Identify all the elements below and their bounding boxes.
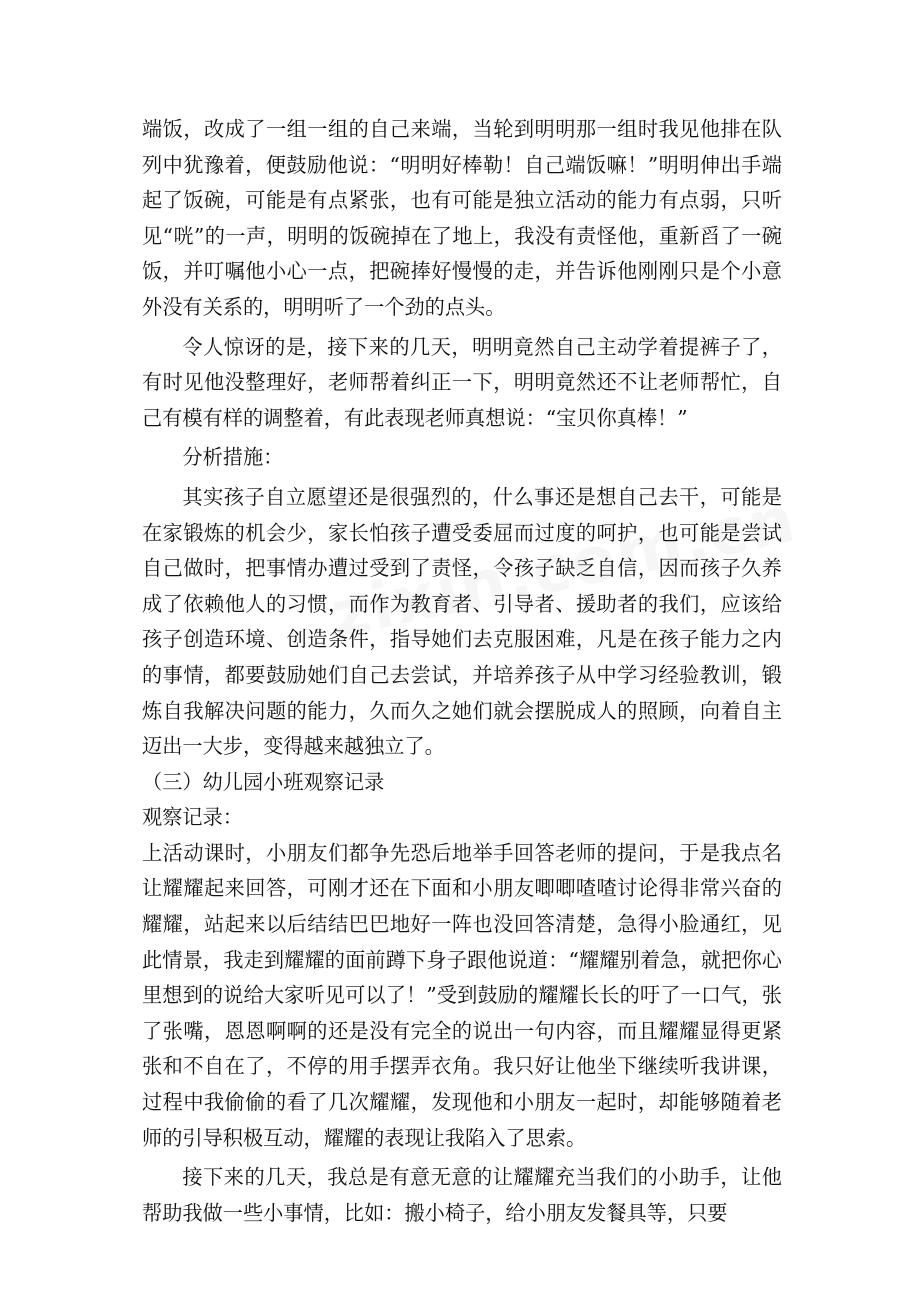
subheading-observation: 观察记录： xyxy=(142,805,243,830)
section-heading-analysis: 分析措施： xyxy=(182,445,284,470)
paragraph-surprise: 令人惊讶的是，接下来的几天，明明竟然自己主动学着提裤子了，有时见他没整理好，老师帮着纠正一下，明明竟然还不让老师帮忙，自己有模有样的调整着，有此表现老师真想说：“宝贝你真棒！” xyxy=(142,334,782,430)
paragraph-continued: 端饭，改成了一组一组的自己来端，当轮到明明那一组时我见他排在队列中犹豫着，便鼓励他说：“明明好棒勒！自己端饭嘛！”明明伸出手端起了饭碗，可能是有点紧张，也有可能是独立活动的能力有点弱，只听见“咣”的一声，明明的饭碗掉在了地上，我没有责怪他，重新舀了一碗饭，并叮嘱他小心一点，把碗捧好慢慢的走，并告诉他刚刚只是个小意外没有关系的，明明听了一个劲的点头。 xyxy=(142,117,782,319)
document-body xyxy=(142,112,782,1231)
paragraph-following-days: 接下来的几天，我总是有意无意的让耀耀充当我们的小助手，让他帮助我做一些小事情，比如：搬小椅子，给小朋友发餐具等，只要 xyxy=(142,1165,782,1225)
section-heading-observation-record: （三）幼儿园小班观察记录 xyxy=(142,769,385,794)
paragraph-analysis: 其实孩子自立愿望还是很强烈的，什么事还是想自己去干，可能是在家锻炼的机会少，家长怕孩子遭受委屈而过度的呵护，也可能是尝试自己做时，把事情办遭过受到了责怪，令孩子缺乏自信，因而孩子久养成了依赖他人的习惯，而作为教育者、引导者、援助者的我们，应该给孩子创造环境、创造条件，指导她们去克服困难，凡是在孩子能力之内的事情，都要鼓励她们自己去尝试，并培养孩子从中学习经验教训，锻炼自我解决问题的能力，久而久之她们就会摆脱成人的照顾，向着自主迈出一大步，变得越来越独立了。 xyxy=(142,484,782,759)
paragraph-observation: 上活动课时，小朋友们都争先恐后地举手回答老师的提问，于是我点名让耀耀起来回答，可刚才还在下面和小朋友唧唧喳喳讨论得非常兴奋的耀耀，站起来以后结结巴巴地好一阵也没回答清楚，急得小脸通红，见此情景，我走到耀耀的面前蹲下身子跟他说道：“耀耀别着急，就把你心里想到的说给大家听见可以了！”受到鼓励的耀耀长长的吁了一口气，张了张嘴，恩恩啊啊的还是没有完全的说出一句内容，而且耀耀显得更紧张和不自在了，不停的用手摆弄衣角。我只好让他坐下继续听我讲课，过程中我偷偷的看了几次耀耀，发现他和小朋友一起时，却能够随着老师的引导积极互动，耀耀的表现让我陷入了思索。 xyxy=(142,840,782,1150)
